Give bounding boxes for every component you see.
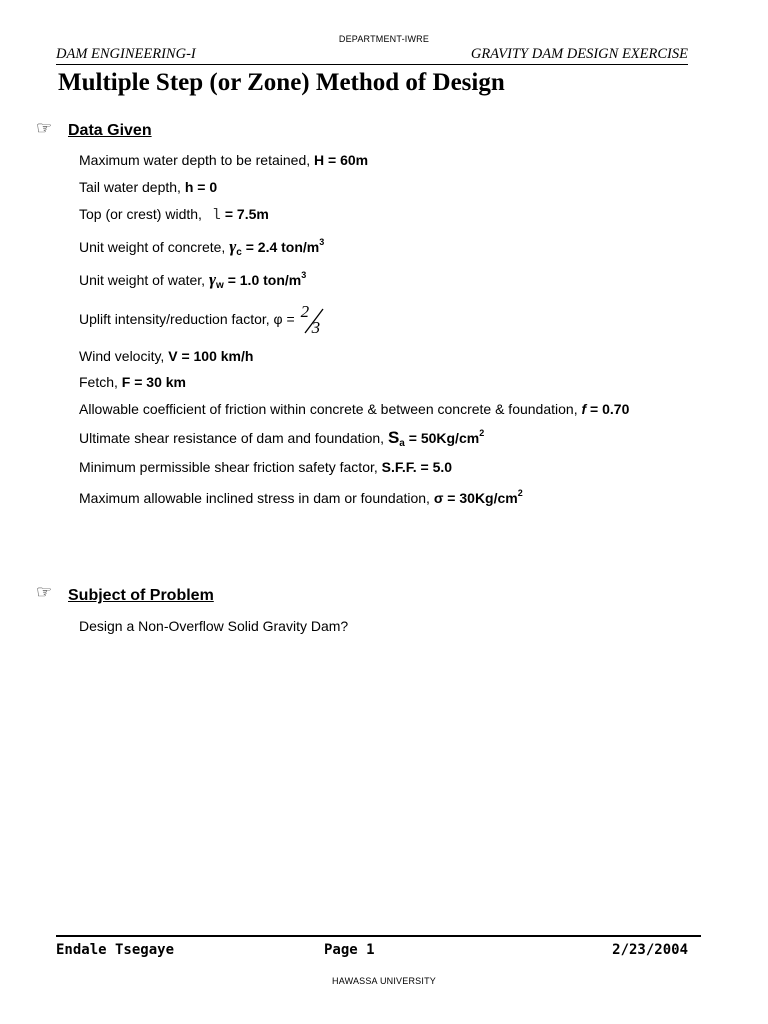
item-unit-weight-concrete: Unit weight of concrete, $\gamma_c = 2.4$ ton/$m^3$	[79, 237, 325, 258]
item-shear-friction-factor: Minimum permissible shear friction safety factor, S.F.F. = 5.0	[79, 459, 453, 475]
hand-pointer-icon: ☞	[36, 582, 53, 602]
item-friction-coefficient: Allowable coefficient of friction within concrete & between concrete & foundation, f = 0.70	[79, 401, 630, 417]
subject-text: Design a Non-Overflow Solid Gravity Dam?	[79, 618, 349, 634]
data-given-heading: Data Given	[68, 122, 152, 139]
exercise-title: GRAVITY DAM DESIGN EXERCISE	[470, 46, 688, 62]
department-label: DEPARTMENT-IWRE	[338, 34, 430, 44]
page-title: Multiple Step (or Zone) Method of Design	[58, 69, 505, 96]
item-tail-water: Tail water depth, h = 0	[79, 179, 218, 195]
footer-date: 2/23/2004	[612, 942, 688, 958]
university-label: HAWASSA UNIVERSITY	[332, 976, 436, 986]
header-rule	[56, 64, 688, 65]
item-fetch: Fetch, F = 30 km	[79, 374, 186, 390]
course-title: DAM ENGINEERING-I	[56, 46, 196, 62]
hand-pointer-icon: ☞	[36, 118, 53, 138]
footer-rule	[56, 935, 701, 937]
item-wind-velocity: Wind velocity, V = 100 km/h	[79, 348, 254, 364]
footer-page-number: Page 1	[324, 942, 375, 958]
item-uplift-factor: Uplift intensity/reduction factor, φ = 2 3	[79, 306, 327, 336]
item-max-depth: Maximum water depth to be retained, H = 60m	[79, 152, 369, 168]
fraction-two-thirds: 2 3	[299, 306, 327, 336]
item-inclined-stress: Maximum allowable inclined stress in dam or foundation, $\sigma = 30Kg/cm^2$	[79, 488, 523, 506]
item-crest-width: Top (or crest) width, l = 7.5m	[79, 206, 269, 224]
subject-heading: Subject of Problem	[68, 587, 214, 604]
footer-author: Endale Tsegaye	[56, 942, 175, 958]
item-shear-resistance: Ultimate shear resistance of dam and foundation, $S_a = 50Kg/cm^2$	[79, 428, 485, 449]
item-unit-weight-water: Unit weight of water, $\gamma_w = 1.0$ ton/$m^3$	[79, 270, 307, 291]
